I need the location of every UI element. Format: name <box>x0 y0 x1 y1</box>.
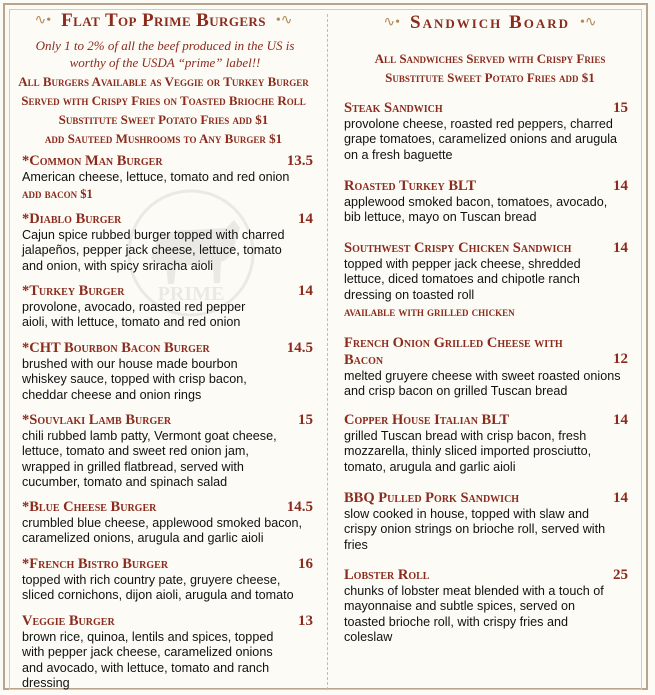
item-description: chunks of lobster meat blended with a touch of mayonnaise and subtle spices, served on toasted brioche roll, with crispy fries and coleslaw <box>344 584 604 644</box>
item-price: 14 <box>613 178 628 194</box>
menu-item <box>22 283 313 331</box>
item-description: grilled Tuscan bread with crisp bacon, fresh mozzarella, thinly sliced imported prosciutto, tomato, arugula and garlic aioli <box>344 429 592 474</box>
menu-item <box>344 567 628 645</box>
menu-item <box>344 335 628 400</box>
menu-item <box>344 412 628 475</box>
note-line: All Sandwiches Served with Crispy Fries <box>374 51 606 66</box>
item-name: Steak Sandwich <box>344 100 443 116</box>
menu-item <box>344 178 628 226</box>
item-description: brushed with our house made bourbon whiskey sauce, topped with crisp bacon, cheddar cheese and onion rings <box>22 357 247 402</box>
note-line: Served with Crispy Fries on Toasted Brioche Roll <box>21 93 306 108</box>
menu-item <box>344 490 628 553</box>
note-line: Substitute Sweet Potato Fries add $1 <box>385 70 595 85</box>
item-description: brown rice, quinoa, lentils and spices, topped with pepper jack cheese, caramelized onions and avocado, with lettuce, tomato and ranch dressing <box>22 630 274 690</box>
burgers-header <box>0 10 327 32</box>
item-price: 14 <box>298 211 313 227</box>
flourish-icon: ∿• <box>34 13 52 28</box>
note-line: add Sauteed Mushrooms to Any Burger $1 <box>44 131 283 146</box>
item-description: topped with rich country pate, gruyere cheese, sliced cornichons, dijon aioli, arugula and tomato <box>22 573 294 603</box>
menu-item <box>22 412 313 490</box>
note-line: All Burgers Available as Veggie or Turkey Burger <box>18 74 309 89</box>
item-name: Southwest Crispy Chicken Sandwich <box>344 240 572 256</box>
flourish-icon: •∿ <box>275 13 293 28</box>
column-divider <box>327 14 328 690</box>
item-description: applewood smoked bacon, tomatoes, avocado, bib lettuce, mayo on Tuscan bread <box>344 195 608 225</box>
item-description: slow cooked in house, topped with slaw and crispy onion strings on brioche roll, served with fries <box>344 507 606 552</box>
menu-item <box>22 613 313 691</box>
item-name: *Common Man Burger <box>22 153 163 169</box>
item-price: 14.5 <box>286 340 313 356</box>
menu-item <box>344 100 628 163</box>
menu-item <box>344 240 628 320</box>
note-line: Substitute Sweet Potato Fries add $1 <box>58 112 269 127</box>
item-price: 13 <box>298 613 313 629</box>
sandwich-header <box>330 12 650 34</box>
menu-item <box>22 211 313 274</box>
item-description: American cheese, lettuce, tomato and red onion <box>22 170 290 184</box>
burgers-subtitle: Only 1 to 2% of all the beef produced in the US is worthy of the USDA “prime” label!! <box>35 38 295 70</box>
item-name: Veggie Burger <box>22 613 115 629</box>
item-price: 15 <box>298 412 313 428</box>
sandwich-notes <box>330 49 650 87</box>
item-price: 14 <box>613 240 628 256</box>
item-name: Roasted Turkey BLT <box>344 178 477 194</box>
menu-item <box>22 340 313 403</box>
item-price: 14 <box>613 490 628 506</box>
item-description: chili rubbed lamb patty, Vermont goat cheese, lettuce, tomato and sweet red onion jam, wrapped in grilled flatbread, served with cucumber, tomato and spinach salad <box>22 429 277 489</box>
item-name: *CHT Bourbon Bacon Burger <box>22 340 210 356</box>
item-name: BBQ Pulled Pork Sandwich <box>344 490 520 506</box>
watermark-text: PRIME <box>157 283 225 305</box>
item-name: *Souvlaki Lamb Burger <box>22 412 172 428</box>
menu-item <box>22 499 313 547</box>
item-addon: available with grilled chicken <box>344 304 515 319</box>
item-description: crumbled blue cheese, applewood smoked bacon, caramelized onions, arugula and garlic aioli <box>22 516 303 546</box>
item-price: 15 <box>613 100 628 116</box>
item-name: French Onion Grilled Cheese with Bacon <box>344 335 563 368</box>
item-price: 14 <box>298 283 313 299</box>
menu-item <box>22 556 313 604</box>
flourish-icon: ∿• <box>383 15 400 30</box>
item-description: topped with pepper jack cheese, shredded lettuce, diced tomatoes and chipotle ranch dressing on toasted roll <box>344 257 581 302</box>
item-description: provolone cheese, roasted red peppers, charred grape tomatoes, caramelized onions and arugula on a fresh baguette <box>344 117 618 162</box>
item-price: 14 <box>613 412 628 428</box>
sandwich-title: Sandwich Board <box>410 12 570 33</box>
burgers-title: Flat Top Prime Burgers <box>61 10 266 31</box>
item-addon: add bacon $1 <box>22 187 93 202</box>
item-price: 13.5 <box>286 153 313 169</box>
flourish-icon: •∿ <box>580 15 597 30</box>
item-name: Lobster Roll <box>344 567 430 583</box>
item-description: melted gruyere cheese with sweet roasted onions and crisp bacon on grilled Tuscan bread <box>344 369 621 399</box>
item-price: 14.5 <box>286 499 313 515</box>
item-description: provolone, avocado, roasted red pepper aioli, with lettuce, tomato and red onion <box>22 300 246 330</box>
item-name: *Diablo Burger <box>22 211 122 227</box>
item-name: *Blue Cheese Burger <box>22 499 157 515</box>
item-price: 16 <box>298 556 313 572</box>
item-price: 12 <box>613 351 628 367</box>
item-description: Cajun spice rubbed burger topped with charred jalapeños, pepper jack cheese, lettuce, tomato and onion, with spicy sriracha aioli <box>22 228 285 273</box>
item-name: *French Bistro Burger <box>22 556 169 572</box>
burgers-notes <box>0 72 327 148</box>
menu-item <box>22 153 313 202</box>
item-name: *Turkey Burger <box>22 283 125 299</box>
item-name: Copper House Italian BLT <box>344 412 510 428</box>
item-price: 25 <box>613 567 628 583</box>
